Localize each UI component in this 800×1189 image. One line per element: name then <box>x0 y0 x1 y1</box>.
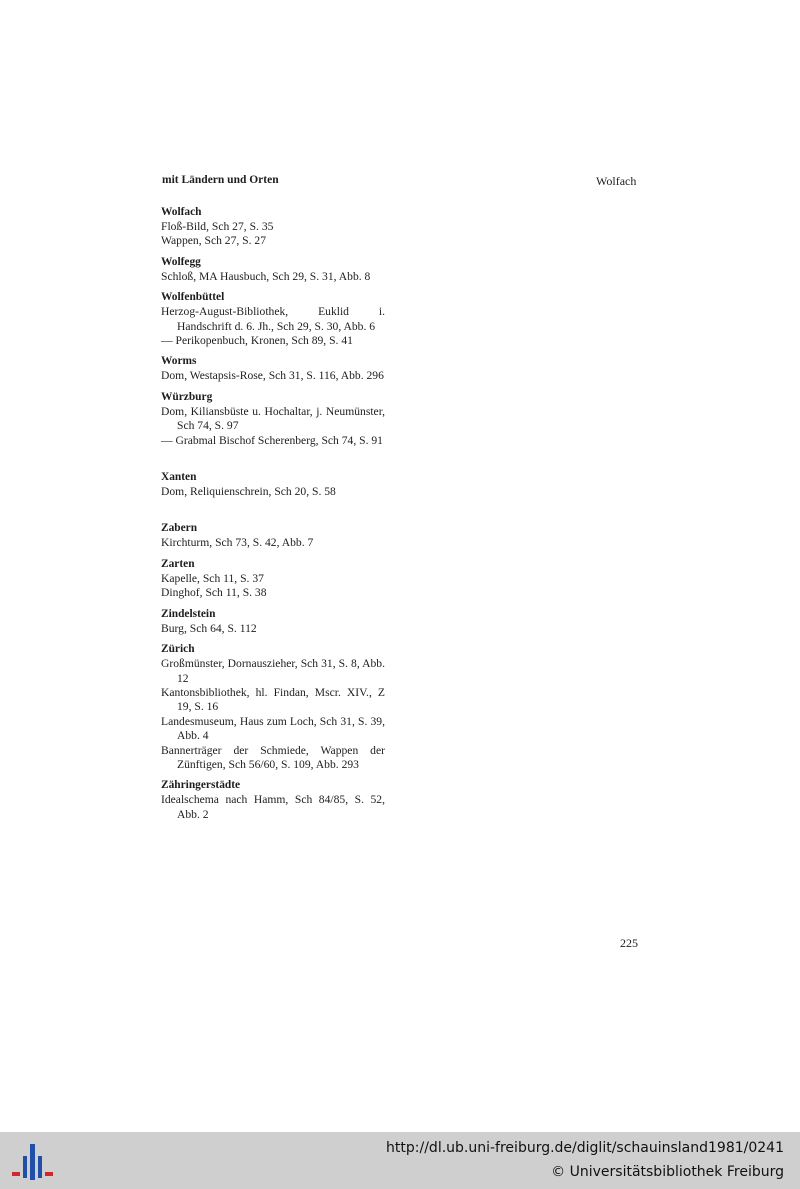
index-line: Dinghof, Sch 11, S. 38 <box>161 586 267 600</box>
index-heading: Zabern <box>161 522 198 535</box>
index-entry <box>161 354 385 383</box>
index-line: Burg, Sch 64, S. 112 <box>161 621 257 635</box>
footer-bar <box>0 1132 800 1189</box>
index-line: Wappen, Sch 27, S. 27 <box>161 234 267 248</box>
index-line: Dom, Kiliansbüste u. Hochaltar, j. Neumünster, Sch 74, S. 97 <box>161 404 385 433</box>
index-line: — Perikopenbuch, Kronen, Sch 89, S. 41 <box>161 334 353 348</box>
index-heading: Zarten <box>161 557 195 570</box>
index-entry <box>161 255 385 284</box>
index-line: Dom, Reliquienschrein, Sch 20, S. 58 <box>161 485 336 499</box>
page-number: 225 <box>620 936 638 950</box>
index-line: Floß-Bild, Sch 27, S. 35 <box>161 220 274 233</box>
running-head-left: mit Ländern und Orten <box>162 174 279 186</box>
index-line: Dom, Westapsis-Rose, Sch 31, S. 116, Abb. 296 <box>161 369 384 383</box>
index-entry <box>161 642 385 772</box>
index-heading: Wolfegg <box>161 255 201 268</box>
index-line: Herzog-August-Bibliothek, Euklid i. Handschrift d. 6. Jh., Sch 29, S. 30, Abb. 6 <box>161 305 385 333</box>
index-heading: Wolfenbüttel <box>161 291 225 304</box>
index-heading: Zindelstein <box>161 607 216 620</box>
index-entry <box>161 607 385 636</box>
index-line: Schloß, MA Hausbuch, Sch 29, S. 31, Abb. 8 <box>161 269 371 283</box>
index-entry <box>161 290 385 348</box>
index-line: Landesmuseum, Haus zum Loch, Sch 31, S. 39, Abb. 4 <box>161 714 385 743</box>
index-line: Idealschema nach Hamm, Sch 84/85, S. 52, Abb. 2 <box>161 793 385 821</box>
index-line: Bannerträger der Schmiede, Wappen der Zünftigen, Sch 56/60, S. 109, Abb. 293 <box>161 743 385 771</box>
index-entry <box>161 205 385 249</box>
running-head-right: Wolfach <box>596 174 637 188</box>
index-heading: Würzburg <box>161 390 213 403</box>
index-heading: Zähringerstädte <box>161 779 241 792</box>
index-heading: Zürich <box>161 643 195 656</box>
index-column <box>161 205 385 828</box>
index-entry <box>161 557 385 601</box>
index-line: Kantonsbibliothek, hl. Findan, Mscr. XIV., Z 19, S. 16 <box>161 685 385 714</box>
footer-url-link[interactable]: http://dl.ub.uni-freiburg.de/diglit/schauinsland1981/0241 <box>386 1140 784 1156</box>
footer-copyright: © Universitätsbibliothek Freiburg <box>551 1164 784 1180</box>
index-entry <box>161 470 385 499</box>
index-entry <box>161 521 385 550</box>
index-line: Kirchturm, Sch 73, S. 42, Abb. 7 <box>161 536 314 550</box>
index-entry <box>161 390 385 448</box>
index-line: Kapelle, Sch 11, S. 37 <box>161 571 264 585</box>
index-line: — Grabmal Bischof Scherenberg, Sch 74, S. 91 <box>161 433 383 447</box>
index-heading: Worms <box>161 355 197 368</box>
index-heading: Wolfach <box>161 206 202 218</box>
ub-freiburg-logo-icon <box>10 1142 54 1182</box>
index-heading: Xanten <box>161 471 197 484</box>
index-entry <box>161 778 385 822</box>
index-line: Großmünster, Dornauszieher, Sch 31, S. 8, Abb. 12 <box>161 657 385 685</box>
